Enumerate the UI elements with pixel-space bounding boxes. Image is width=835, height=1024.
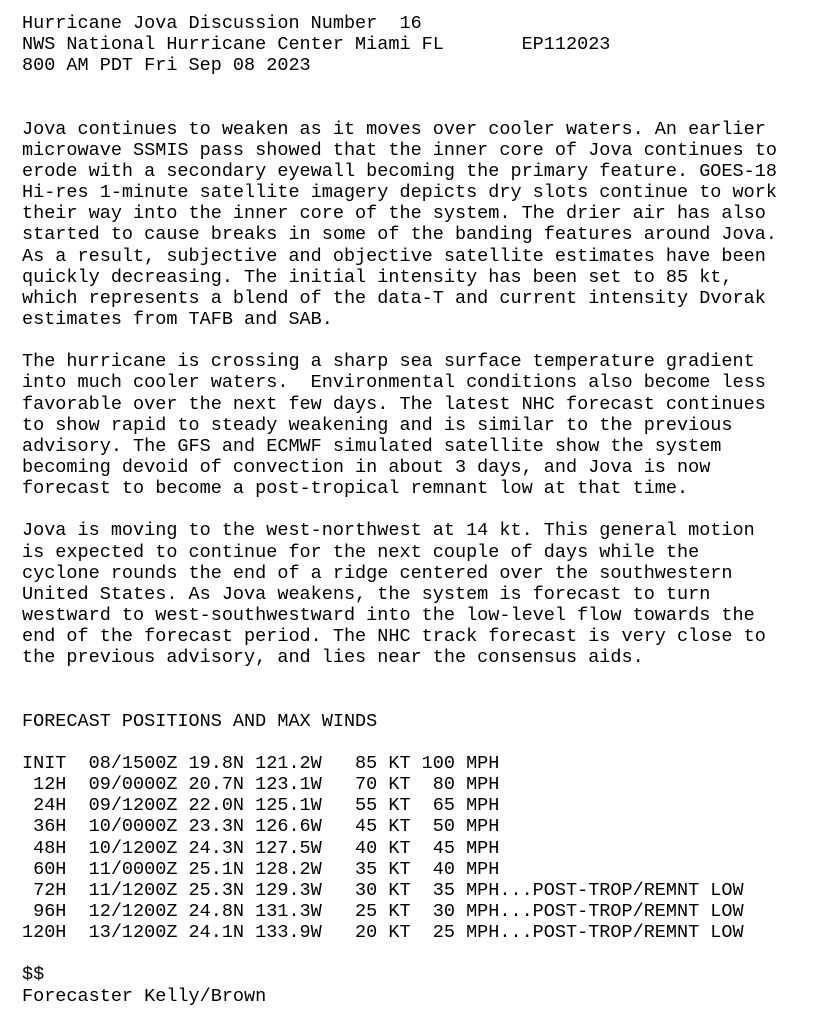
paragraph-line: to show rapid to steady weakening and is similar to the previous — [22, 414, 733, 436]
paragraph-line: The hurricane is crossing a sharp sea surface temperature gradient — [22, 351, 755, 373]
forecast-row: 36H 10/0000Z 23.3N 126.6W 45 KT 50 MPH — [22, 816, 500, 838]
issue-datetime: 800 AM PDT Fri Sep 08 2023 — [22, 55, 311, 77]
issuing-office: NWS National Hurricane Center Miami FL EP112023 — [22, 34, 611, 56]
forecast-title: FORECAST POSITIONS AND MAX WINDS — [22, 710, 378, 732]
paragraph-line: microwave SSMIS pass showed that the inner core of Jova continues to — [22, 139, 777, 161]
paragraph-line: favorable over the next few days. The latest NHC forecast continues — [22, 393, 766, 415]
paragraph-line: Jova continues to weaken as it moves over cooler waters. An earlier — [22, 118, 766, 140]
paragraph-line: end of the forecast period. The NHC track forecast is very close to — [22, 626, 766, 648]
paragraph-line: cyclone rounds the end of a ridge centered over the southwestern — [22, 562, 733, 584]
paragraph-line: quickly decreasing. The initial intensity has been set to 85 kt, — [22, 266, 733, 288]
forecast-row: 12H 09/0000Z 20.7N 123.1W 70 KT 80 MPH — [22, 774, 500, 796]
paragraph-line: erode with a secondary eyewall becoming the primary feature. GOES-18 — [22, 161, 777, 182]
paragraph-line: estimates from TAFB and SAB. — [22, 308, 333, 330]
paragraph-line: is expected to continue for the next couple of days while the — [22, 541, 700, 563]
discussion-body — [22, 119, 777, 669]
paragraph — [22, 119, 777, 330]
paragraph — [22, 520, 777, 668]
paragraph-line: into much cooler waters. Environmental conditions also become less — [22, 372, 766, 394]
discussion-title: Hurricane Jova Discussion Number 16 — [22, 13, 422, 34]
forecast-table — [22, 753, 777, 943]
forecast-row: 72H 11/1200Z 25.3N 129.3W 30 KT 35 MPH...POST-TROP/REMNT LOW — [22, 879, 744, 901]
forecast-row: 24H 09/1200Z 22.0N 125.1W 55 KT 65 MPH — [22, 795, 500, 817]
paragraph-line: started to cause breaks in some of the banding features around Jova. — [22, 224, 777, 246]
forecast-row: 60H 11/0000Z 25.1N 128.2W 35 KT 40 MPH — [22, 858, 500, 880]
paragraph-line: their way into the inner core of the system. The drier air has also — [22, 203, 766, 225]
paragraph-line: becoming devoid of convection in about 3 days, and Jova is now — [22, 456, 711, 478]
paragraph-line: westward to west-southwestward into the low-level flow towards the — [22, 604, 755, 626]
forecaster-credit: Forecaster Kelly/Brown — [22, 985, 267, 1007]
paragraph-line: which represents a blend of the data-T and current intensity Dvorak — [22, 287, 766, 309]
forecast-row: 120H 13/1200Z 24.1N 133.9W 20 KT 25 MPH...POST-TROP/REMNT LOW — [22, 922, 744, 944]
document-header — [22, 13, 777, 76]
paragraph-line: Hi-res 1-minute satellite imagery depicts dry slots continue to work — [22, 182, 777, 204]
forecast-row: INIT 08/1500Z 19.8N 121.2W 85 KT 100 MPH — [22, 752, 500, 774]
paragraph-line: advisory. The GFS and ECMWF simulated satellite show the system — [22, 435, 722, 457]
paragraph-line: the previous advisory, and lies near the consensus aids. — [22, 647, 644, 669]
paragraph-line: Jova is moving to the west-northwest at 14 kt. This general motion — [22, 520, 755, 542]
paragraph-line: United States. As Jova weakens, the system is forecast to turn — [22, 583, 711, 605]
discussion-document — [22, 13, 777, 1007]
paragraph-line: forecast to become a post-tropical remnant low at that time. — [22, 478, 689, 500]
forecast-row: 96H 12/1200Z 24.8N 131.3W 25 KT 30 MPH...POST-TROP/REMNT LOW — [22, 900, 744, 922]
paragraph — [22, 351, 777, 499]
forecast-row: 48H 10/1200Z 24.3N 127.5W 40 KT 45 MPH — [22, 837, 500, 859]
paragraph-line: As a result, subjective and objective satellite estimates have been — [22, 245, 766, 267]
end-marker: $$ — [22, 964, 45, 986]
